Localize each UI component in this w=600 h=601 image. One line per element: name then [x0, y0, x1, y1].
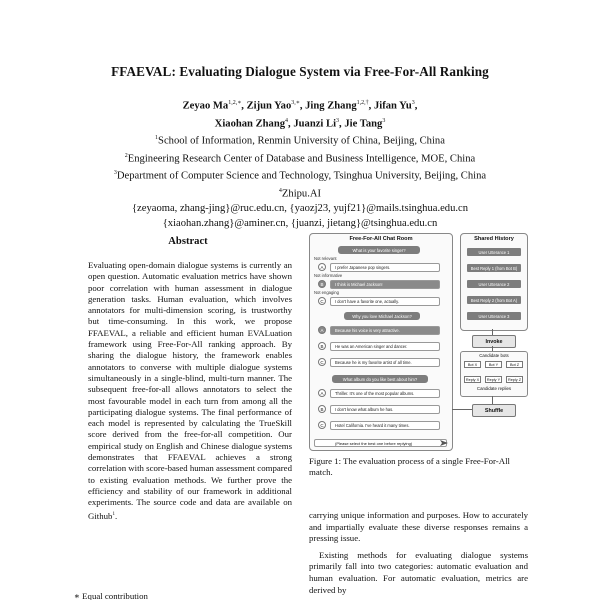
email-line: {zeyaoma, zhang-jing}@ruc.edu.cn, {yaozj23, yujf21}@mails.tsinghua.edu.cn: [131, 203, 469, 215]
user-question-3: What album do you like best about him?: [332, 375, 428, 383]
bot-chip: Bot Y: [485, 361, 502, 368]
option-letter-a[interactable]: A: [318, 389, 326, 397]
history-item: User Utterance 1: [467, 248, 521, 256]
option-letter-b[interactable]: B: [318, 405, 326, 413]
reply-chip: Reply Y: [486, 377, 501, 382]
label-not-relevant: Not relevant: [314, 256, 337, 261]
send-icon[interactable]: [440, 439, 448, 447]
reply-option[interactable]: Because he is my favorite artist of all time.: [330, 358, 440, 367]
paragraph: Existing methods for evaluating dialogue systems primarily fall into two categories: automatic evaluation and human evaluation. For automatic evaluation, metrics are derived by: [309, 549, 528, 595]
paper-title: FFAEVAL: Evaluating Dialogue System via Free-For-All Ranking: [111, 64, 489, 79]
history-item: Best Reply 1 (from Bot B): [467, 264, 521, 272]
affiliation: $^3$Department of Computer Science and Technology, Tsinghua University, Beijing, China: [113, 170, 487, 182]
reply-input[interactable]: (Please select the best one before replying): [314, 439, 447, 447]
option-letter-a[interactable]: A: [318, 326, 326, 334]
reply-chip: Reply X: [465, 377, 480, 382]
label-not-engaging: Not engaging: [314, 290, 339, 295]
figure-caption: Figure 1: The evaluation process of a single Free-For-All match.: [309, 456, 510, 478]
footnote-cut: ∗ Equal contribution: [74, 591, 148, 600]
option-letter-b[interactable]: B: [318, 342, 326, 350]
bot-chip: Bot X: [464, 361, 481, 368]
option-letter-c[interactable]: C: [318, 358, 326, 366]
reply-option[interactable]: I don't have a favorite one, actually.: [330, 297, 440, 306]
option-letter-c[interactable]: C: [318, 297, 326, 305]
option-letter-c[interactable]: C: [318, 421, 326, 429]
label-not-informative: Not informative: [314, 273, 343, 278]
arrow-line: [492, 396, 493, 404]
author-line-1: Zeyao $Ma^{1,2,∗}$, Zijun Yao$^{3,∗}$, Jing Zhang$^{1,2,\dagger}$, Jifan Yu$^3$,: [182, 100, 418, 112]
affiliation: $^1$School of Information, Renmin University of China, Beijing, China: [155, 135, 445, 147]
email-line: {xiaohan.zhang}@aminer.cn, {juanzi, jietang}@tsinghua.edu.cn: [162, 218, 438, 230]
history-item: Best Reply 2 (from Bot A): [467, 296, 521, 304]
bot-chip: Bot Z: [506, 361, 523, 368]
arrow-line: [452, 409, 472, 410]
user-question-2: Why you love Michael Jackson?: [344, 312, 420, 320]
reply-option[interactable]: I prefer Japanese pop singers.: [330, 263, 440, 272]
candidate-panel: [460, 351, 528, 397]
invoke-box: Invoke: [472, 335, 516, 348]
author-name: Juanzi Li: [293, 118, 337, 130]
history-item: User Utterance 3: [467, 312, 521, 320]
author-block: [0, 96, 600, 231]
user-question-1: What is your favorite singer?: [338, 246, 420, 254]
history-item: User Utterance 2: [467, 280, 521, 288]
reply-chip: Reply Z: [507, 377, 522, 382]
candidate-replies-label: Candidate replies: [476, 386, 512, 391]
author-line-2: Xiaohan Zhang$^4$, Juanzi Li$^3$, Jie Tang$^3$: [214, 117, 386, 130]
author-name: Xiaohan Zhang: [214, 118, 286, 130]
chat-room-panel: [309, 233, 453, 451]
author-name: Zijun Yao: [246, 100, 292, 112]
shared-history-title: Shared History: [474, 236, 514, 242]
candidate-bots-label: Candidate bots: [479, 353, 509, 358]
abstract-text: Evaluating open-domain dialogue systems is currently an open question. Automatic evaluation metrics have shown poor correlation with human assessment in dialogue generation tasks. Human evaluation, which involves annotators for multi-dimension scoring, is trustworthy but time-consuming. In this work, we propose FFAEVAL, a reliable and efficient human EVALuation framework using Free-For-All ranking approach. By sharing the dialogue history, the framework enables annotators to converse with multiple dialogue systems simultaneously in a single-blind, multi-turn manner. The subsequent free-for-all allows annotators to select the most favourable model in each turn from among all the participating dialogue systems. The final performance of each model is represented by calculating the TrueSkill score derived from the free-for-all competition. Our empirical study on English and Chinese dialogue systems demonstrates that FFAEVAL achieves a strong correlation with score-based human assessment compared to existing evaluation methods. We further prove the efficiency and stability of our framework in additional experiments. The source code and data are available on Github: [88, 260, 292, 521]
shuffle-box: Shuffle: [472, 404, 516, 417]
figure-1: [309, 233, 528, 451]
reply-option[interactable]: Hotel California. I've heard it many times.: [330, 421, 440, 430]
affiliation: $^2$Engineering Research Center of Database and Business Intelligence, MOE, China: [124, 152, 476, 165]
reply-option-selected[interactable]: Because his voice is very attractive.: [330, 326, 440, 335]
chat-room-title: Free-For-All Chat Room: [349, 236, 413, 242]
reply-option[interactable]: Thriller. It's one of the most popular albums.: [330, 389, 440, 398]
option-letter-a[interactable]: A: [318, 263, 326, 271]
reply-option-selected[interactable]: I think is Michael Jackson!: [330, 280, 440, 289]
paragraph: carrying unique information and purposes. How to accurately and impartially evaluate these diverse responses remains a pressing issue.: [309, 510, 528, 544]
reply-option[interactable]: I don't know what album he has.: [330, 405, 440, 414]
author-name: Jing Zhang: [305, 100, 357, 112]
abstract-body: Evaluating open-domain dialogue systems is currently an open question. Automatic evaluation metrics have shown poor correlation with human assessment in dialogue generation tasks. Human evaluation, which involves annotators for multi-dimension scoring, is trustworthy but time-consuming. In this work, we propose FFAEVAL, a reliable and efficient human EVALuation framework using Free-For-All ranking approach. By sharing the dialogue history, the framework enables annotators to converse with multiple dialogue systems simultaneously in a single-blind, multi-turn manner. The subsequent free-for-all allows annotators to select the most favourable model in each turn from among all the participating dialogue systems. The final performance of each model is represented by calculating the TrueSkill score derived from the free-for-all competition. Our empirical study on English and Chinese dialogue systems demonstrates that FFAEVAL achieves a strong correlation with score-based human assessment compared to existing evaluation methods. We further prove the efficiency and stability of our framework in additional experiments. The source code and data are available on Github$^1$.: [88, 260, 292, 521]
shared-history-panel: [460, 233, 528, 331]
affiliation: $^4$Zhipu.AI: [278, 187, 322, 200]
reply-option[interactable]: He was an American singer and dancer.: [330, 342, 440, 351]
body-text-right: [309, 510, 528, 601]
footnote-mark[interactable]: 1: [112, 511, 115, 517]
author-name: Jifan Yu: [373, 100, 412, 112]
option-letter-b[interactable]: B: [318, 280, 326, 288]
abstract-heading: Abstract: [168, 236, 208, 247]
author-name: Zeyao Ma: [182, 100, 229, 112]
author-name: Jie Tang: [344, 118, 383, 130]
